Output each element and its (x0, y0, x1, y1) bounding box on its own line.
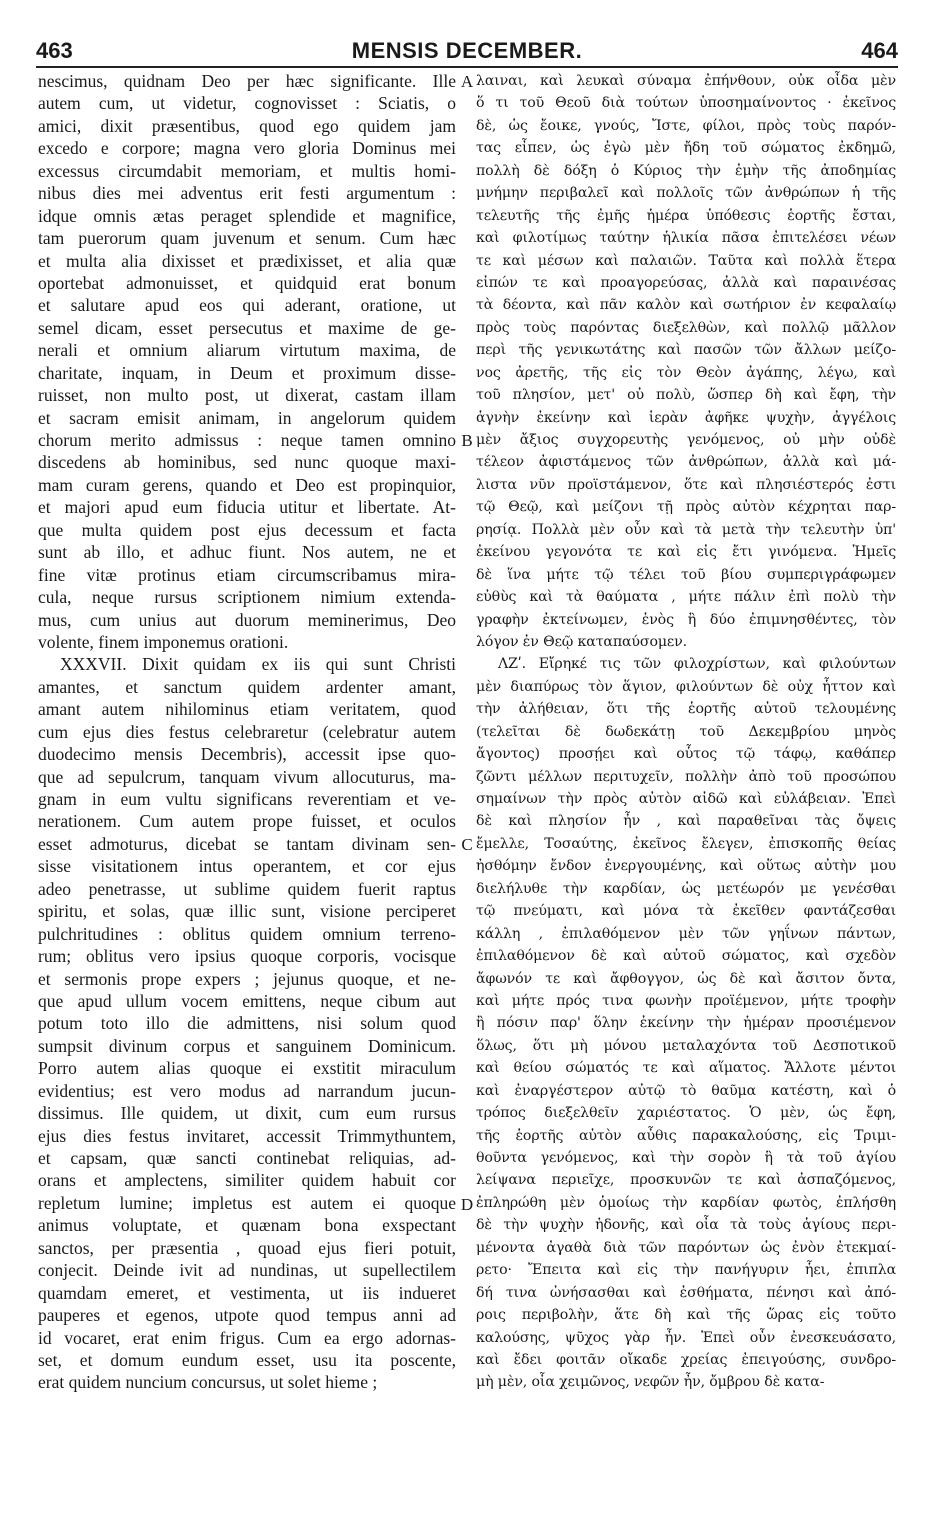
greek-text-line: καὶ ἔδει φοιτᾶν οἴκαδε χρείας ἐπειγούσης, συνδρο- (476, 1351, 896, 1368)
greek-text-line: ἄγοντος) προσῄει καὶ οὗτος τῷ τάφῳ, καθάπερ (476, 746, 896, 763)
greek-text-line: τε καὶ μέσων καὶ παλαιῶν. Ταῦτα καὶ πολλὰ ἕτερα (476, 252, 896, 269)
greek-text-line: μνήμην περιβαλεῖ καὶ πολλοῖς τῶν ἀνθρώπων ἡ τῆς (476, 185, 896, 202)
latin-text-line: gnam in eum vultu significans reverentiam et ve- (38, 789, 456, 809)
greek-text-line: ἢ πόσιν παρ' ὅλην ἐκείνην τὴν ἡμέραν προσιέμενον (476, 1015, 896, 1032)
latin-text-line: pulchritudines : oblitus quidem omnium terreno- (38, 923, 456, 944)
latin-text-line: semel dicam, esset persecutus et maxime de ge- (38, 317, 456, 338)
latin-text-line: cum ejus dies festus celebraretur (celebratur autem (38, 721, 456, 742)
latin-text-line: et sermonis prope expers ; jejunus quoque, et ne- (38, 968, 456, 989)
latin-text-line: sumpsit divinum corpus et sanguinem Dominicum. (38, 1035, 456, 1056)
margin-marker: B (461, 431, 473, 451)
latin-text-line: idque omnis ætas peraget splendide et magnifice, (38, 205, 456, 226)
latin-text-line: volente, finem imponemus orationi. (38, 631, 289, 652)
greek-text-line: σημαίνων τὴν πρὸς αὐτὸν αἰδῶ καὶ εὐλάβειαν. Ἐπεὶ (476, 791, 896, 807)
greek-column (476, 70, 896, 1394)
latin-text-line: evidentius; est vero modus ad narrandum jucun- (38, 1080, 456, 1101)
latin-text-line: dissimus. Ille quidem, ut dixit, cum eum rursus (38, 1103, 456, 1124)
greek-text-line: διελήλυθε τὴν καρδίαν, ὡς μετέωρόν με γενέσθαι (476, 880, 896, 897)
latin-text-line: rum; oblitus vero ipsius quoque corporis, vocisque (38, 946, 456, 967)
latin-text-line: nerationem. Cum autem prope fuisset, et oculos (38, 811, 456, 832)
greek-text-line: δὲ τὴν ψυχὴν ἡδονῆς, καὶ οἷα τὰ τοὺς ἁγίους περι- (476, 1217, 896, 1234)
greek-text-line: τῷ πνεύματι, καὶ μόνα τὰ ἐκεῖθεν φαντάζεσθαι (476, 903, 896, 920)
latin-text-line: set, et domum eundum esset, usu ita poscente, (38, 1349, 456, 1370)
latin-text-line: potum toto illo die admittens, nisi solum quod (38, 1013, 456, 1034)
greek-text-line: τῷ Θεῷ, καὶ μείζονι τῇ πρὸς αὐτὸν κέχρηται παρ- (476, 499, 896, 516)
right-page-number: 464 (861, 38, 898, 63)
greek-text-line: τοῦ πλησίον, μετ' οὐ πολὺ, ὥσπερ δὴ καὶ ἔφη, τὴν (476, 387, 896, 404)
latin-text-line: ruisset, non multo post, ut dixerat, castam illam (38, 385, 456, 406)
greek-text-line: πρὸς τοὺς παρόντας διεξελθὼν, καὶ πολλῷ μᾶλλον (476, 319, 896, 336)
latin-text-line: que ad sepulcrum, tanquam vivum allocuturus, ma- (38, 766, 456, 787)
greek-text-line: ἄφωνόν τε καὶ ἄφθογγον, ὡς δὲ καὶ ἄσιτον ὄντα, (476, 970, 896, 987)
latin-text-line: chorum merito admissus : neque tamen omnino (38, 430, 456, 450)
latin-text-line: duodecimo mensis Decembris), accessit ipse quo- (38, 744, 456, 765)
latin-text-line: quamdam emeret, et vestimenta, ut iis indueret (38, 1282, 456, 1303)
latin-text-line: XXXVII. Dixit quidam ex iis qui sunt Christi (60, 654, 456, 675)
latin-text-line: ejus dies festus invitaret, accessit Trimmythuntem, (38, 1125, 456, 1146)
latin-text-line: mus, cum unius aut duorum meminerimus, Deo (38, 609, 456, 630)
latin-text-line: amant autem nihilominus etiam veritatem, quod (38, 699, 456, 720)
margin-marker: D (460, 1194, 474, 1214)
latin-text-line: repletum lumine; impletus est autem ei quoque (38, 1192, 456, 1213)
greek-text-line: γραφὴν ἐκτείνωμεν, ἑνὸς ἢ δύο ἐπιμνησθέντες, τὸν (476, 611, 896, 628)
greek-text-line: καὶ φιλοτίμως ταύτην ἡλικία πᾶσα ἐπιτελέσει νέων (476, 230, 896, 247)
latin-text-line: pauperes et egenos, utpote quod tempus anni ad (38, 1305, 456, 1326)
greek-text-line: ΛΖʹ. Εἴρηκέ τις τῶν φιλοχρίστων, καὶ φιλούντων (498, 656, 896, 673)
greek-text-line: τας εἶπεν, ὡς ἐγὼ μὲν ἤδη τοῦ σώματος ἐκδημῶ, (476, 140, 896, 157)
greek-text-line: ἠσθόμην ἔνδον ἐνεργουμένης, καὶ οὕτως αὐτὴν μου (476, 858, 896, 875)
greek-text-line: μὲν ἄξιος συγχορευτὴς γενόμενος, οὐ μὴν οὐδὲ (476, 432, 896, 448)
greek-text-line: κάλλη , ἐπιλαθόμενον μὲν τῶν γηΐνων πάντων, (476, 925, 896, 942)
latin-text-line: id vocaret, erat enim frigus. Cum ea ergo adornas- (38, 1327, 456, 1348)
greek-text-line: εὐθὺς καὶ τὰ θαύματα , μήτε πάλιν ἐπὶ πολὺ τὴν (476, 589, 896, 606)
latin-text-line: conjecit. Deinde ivit ad nundinas, ut supellectilem (38, 1260, 456, 1281)
greek-text-line: μὲν διαπύρως τὸν ἅγιον, φιλούντων δὲ οὐχ ἧττον καὶ (476, 678, 896, 695)
latin-text-line: spiritu, et solas, quæ illic sunt, visione perciperet (38, 901, 456, 922)
greek-text-line: καὶ θείου σώματός τε καὶ αἵματος. Ἄλλοτε μέντοι (476, 1060, 896, 1077)
latin-text-line: charitate, inquam, in Deum et proximum disse- (38, 362, 456, 383)
latin-text-line: nescimus, quidnam Deo per hæc significante. Ille (38, 71, 456, 91)
latin-text-line: erat quidem nuncium concursus, ut solet hieme ; (38, 1372, 378, 1393)
margin-marker: C (461, 835, 473, 855)
greek-text-line: περὶ τῆς γενικωτάτης καὶ πασῶν τῶν ἄλλων μείζο- (476, 342, 896, 359)
latin-text-line: que multa quidem post ejus decessum et facta (38, 519, 456, 540)
greek-text-line: θοῦντα γενόμενος, καὶ τὴν σορὸν ἣ τὰ τοῦ ἁγίου (476, 1150, 896, 1166)
greek-text-line: τέλεον ἀφιστάμενος τῶν ἀνθρώπων, ἀλλὰ καὶ μά- (476, 454, 896, 471)
greek-text-line: καὶ μήτε πρός τινα φωνὴν προϊέμενον, μήτε τροφὴν (476, 992, 896, 1009)
running-title: MENSIS DECEMBER. (351, 38, 583, 63)
greek-text-line: ρησίᾳ. Πολλὰ μὲν οὖν καὶ τὰ μετὰ τὴν τελευτὴν ὑπ' (476, 521, 896, 538)
greek-text-line: ἐπληρώθη μὲν ὁμοίως τὴν καρδίαν φωτὸς, ἐπλήσθη (476, 1194, 896, 1211)
latin-text-line: esset admoturus, dicebat se tantam divinam sen- (38, 833, 456, 854)
greek-text-line: δή τινα ὠνήσασθαι καὶ ἐσθήματα, πένησι καὶ ἀπό- (476, 1284, 896, 1301)
latin-column (38, 70, 456, 1394)
latin-text-line: sunt ab illo, et adhuc fiunt. Nos autem, ne et (38, 542, 456, 563)
latin-text-line: excedo e corpore; magna vero gloria Dominus mei (38, 138, 456, 159)
latin-text-line: orans et amplectens, similiter quidem habuit cor (38, 1170, 456, 1191)
greek-text-line: λαιναι, καὶ λευκαὶ σύναμα ἐπήνθουν, οὐκ οἶδα μὲν (476, 73, 896, 89)
latin-text-line: sisse visitationem intus operantem, et cor ejus (38, 856, 456, 877)
latin-text-line: nerali et omnium aliarum virtutum maxima, de (38, 340, 456, 361)
latin-text-line: que apud ullum vocem emittens, neque cibum aut (38, 990, 456, 1011)
greek-text-line: νος ἀρετῆς, τῆς εἰς τὸν Θεὸν ἀγάπης, λέγω, καὶ (476, 364, 896, 381)
left-page-number: 463 (36, 38, 73, 63)
latin-text-line: autem cum, ut videtur, cognovisset : Sciatis, o (38, 93, 456, 114)
greek-text-line: καὶ ἐναργέστερον αὐτῷ τὸ θαῦμα κατέστη, καὶ ὁ (476, 1082, 896, 1099)
running-header (36, 38, 898, 68)
latin-text-line: et multa alia dixisset et prædixisset, et alia quæ (38, 250, 456, 271)
greek-text-line: (τελεῖται δὲ δωδεκάτῃ τοῦ Δεκεμβρίου μηνὸς (476, 723, 896, 740)
greek-text-line: ροις περιβολὴν, ἅτε δὴ καὶ τῆς ὥρας εἰς τοῦτο (476, 1307, 896, 1324)
greek-text-line: τὴν ἀλήθειαν, ὅτι τῆς ἑορτῆς αὐτοῦ τελουμένης (476, 701, 896, 718)
latin-text-line: Porro autem alias quoque ei exstitit miraculum (38, 1058, 456, 1079)
greek-text-line: ἔμελλε, Τοσαύτης, ἐκεῖνος ἔλεγεν, ἐπισκοπῆς θείας (476, 835, 896, 852)
greek-text-line: ἐκείνου γεγονότα τε καὶ εἰς ἔτι γινόμενα. Ἡμεῖς (476, 544, 896, 561)
greek-text-line: λιστα νῦν προϊστάμενον, ὅτε καὶ πλησιέστερός ἐστι (476, 476, 896, 493)
latin-text-line: amici, dixit præsentibus, quod ego quidem jam (38, 115, 456, 136)
greek-text-line: τὰ δέοντα, καὶ πᾶν καλὸν καὶ σωτήριον ἐν κεφαλαίῳ (476, 297, 896, 314)
greek-text-line: ὅλως, ὅτι μὴ μόνου μεταλαχόντα τοῦ Δεσποτικοῦ (476, 1037, 896, 1054)
latin-text-line: tam puerorum quam juvenum et senum. Cum hæc (38, 228, 456, 249)
greek-text-line: πολλὴ δὲ δόξη ὁ Κύριος τὴν ἐμὴν τῆς ἀποδημίας (476, 162, 896, 179)
greek-text-line: ἁγνὴν ἐκείνην καὶ ἱερὰν ἀφῆκε ψυχὴν, ἀγγέλοις (476, 409, 896, 426)
latin-text-line: animus voluptate, et quænam bona exspectant (38, 1215, 456, 1236)
greek-text-line: εἰπών τε καὶ προαγορεύσας, ἀλλὰ καὶ παραινέσας (476, 274, 896, 291)
greek-text-line: τῆς ἑορτῆς αὐτὸν αὖθις παρακαλούσης, εἰς Τριμι- (476, 1127, 896, 1144)
greek-text-line: μένοντα ἀγαθὰ διὰ τῶν παρόντων ὡς ἐνὸν ἐτεκμαί- (476, 1239, 896, 1256)
greek-text-line: τελευτῆς τῆς ἐμῆς ἡμέρα ὑπόθεσις ἑορτῆς ἔσται, (476, 207, 896, 224)
latin-text-line: sanctos, per præsentia , quoad ejus fieri potuit, (38, 1237, 456, 1258)
latin-text-line: adeo penetrasse, ut sublime quidem fuerit raptus (38, 878, 456, 899)
latin-text-line: amantes, et sanctum quidem ardenter amant, (38, 676, 456, 697)
greek-text-line: λείψανα περιεῖχε, προσκυνῶν τε καὶ ἀσπαζόμενος, (476, 1172, 896, 1189)
latin-text-line: et majori apud eum fiducia utitur et libertate. At- (38, 497, 456, 518)
latin-text-line: discedens ab hominibus, sed nunc quoque maxi- (38, 452, 456, 473)
latin-text-line: cula, neque rursus scriptionem nimium extenda- (38, 587, 456, 608)
greek-text-line: ζῶντι μέλλων περιτυχεῖν, πολλὴν ἀπὸ τοῦ προσώπου (476, 768, 896, 785)
greek-text-line: μὴ μὲν, οἷα χειμῶνος, νεφῶν ἦν, ὄμβρου δὲ κατα- (476, 1374, 825, 1391)
greek-text-line: δὲ ἵνα μήτε τῷ τέλει τοῦ βίου συμπεριγράφωμεν (476, 566, 896, 583)
latin-text-line: et capsam, quæ sancti continebat reliquias, ad- (38, 1148, 456, 1168)
latin-text-line: nibus dies mei adventus erit festi argumentum : (38, 183, 456, 204)
greek-text-line: ἐπιλαθόμενον δὲ καὶ αὐτοῦ σώματος, καὶ σχεδὸν (476, 948, 896, 965)
greek-text-line: καλούσης, ψῦχος γὰρ ἦν. Ἐπεὶ οὖν ἐνεσκευάσατο, (476, 1329, 896, 1346)
greek-text-line: δὲ, ὡς ἔοικε, γνούς, Ἴστε, φίλοι, πρὸς τοὺς παρόν- (476, 117, 896, 134)
latin-text-line: fine vitæ protinus etiam circumscribamus mira- (38, 564, 456, 585)
latin-text-line: excessus circumdabit memoriam, et multis homi- (38, 160, 456, 181)
latin-text-line: oportebat admonuisset, et quidquid erat bonum (38, 272, 456, 293)
greek-text-line: τρόπος διεξελθεῖν χαριέστατος. Ὁ μὲν, ὡς ἔφη, (476, 1105, 896, 1122)
greek-text-line: λόγον ἐν Θεῷ καταπαύσομεν. (476, 633, 687, 650)
margin-marker: A (460, 72, 474, 91)
greek-text-line: δὲ καὶ πλησίον ἦν , καὶ παραθεῖναι τὰς ὄψεις (476, 813, 896, 830)
greek-text-line: ὅ τι τοῦ Θεοῦ διὰ τούτων ὑποσημαίνοντος · ἐκεῖνος (476, 95, 896, 112)
latin-text-line: et salutare apud eos qui aderant, oratione, ut (38, 295, 456, 316)
latin-text-line: mam curam gerens, quando et Deo est propinquior, (38, 474, 456, 495)
latin-text-line: et sacram emisit animam, in angelorum quidem (38, 407, 456, 428)
greek-text-line: ρετο· Ἔπειτα καὶ εἰς τὴν πανήγυριν ἧει, ἐπιπλα (476, 1262, 896, 1279)
